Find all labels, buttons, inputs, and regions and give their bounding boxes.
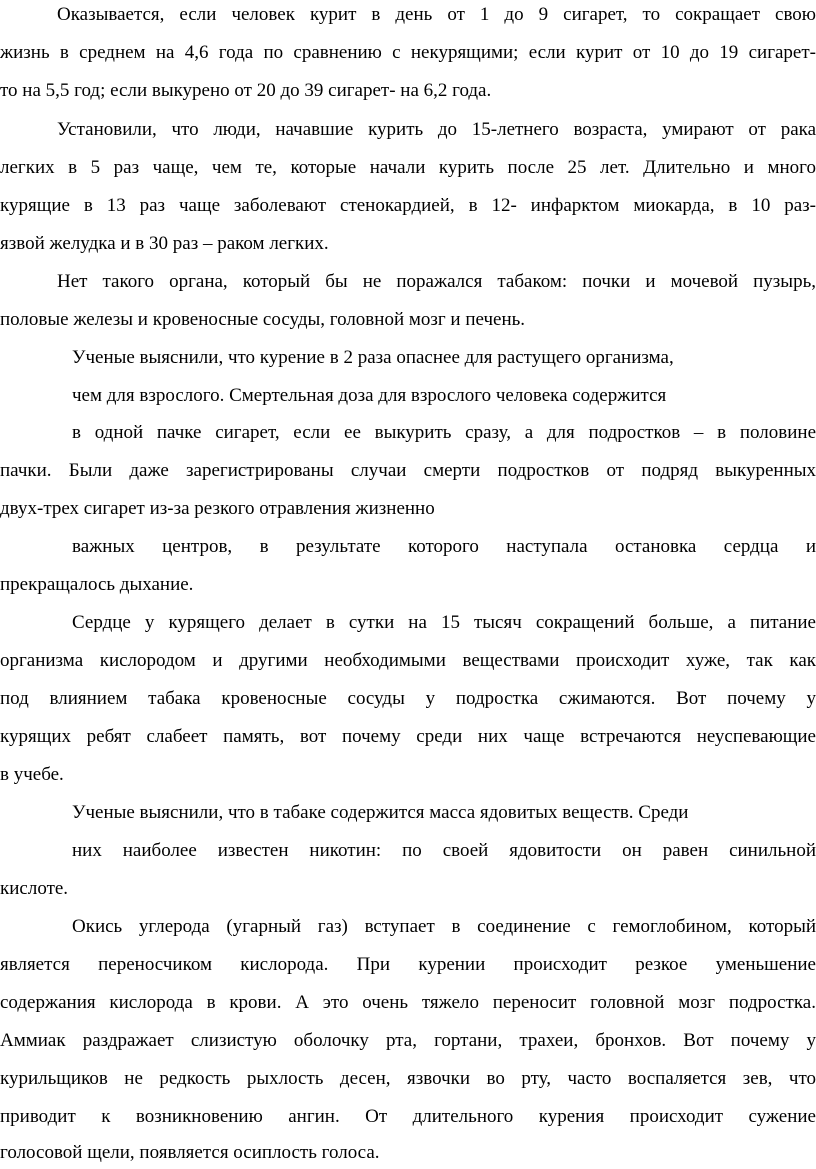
- text-line: курящих ребят слабеет память, вот почему среди них чаще встречаются неуспевающие: [0, 726, 816, 747]
- text-line: курильщиков не редкость рыхлость десен, язвочки во рту, часто воспаляется зев, что: [0, 1068, 816, 1089]
- text-line: Сердце у курящего делает в сутки на 15 тысяч сокращений больше, а питание: [72, 612, 816, 633]
- text-line: половые железы и кровеносные сосуды, головной мозг и печень.: [0, 309, 526, 330]
- text-line: Аммиак раздражает слизистую оболочку рта, гортани, трахеи, бронхов. Вот почему у: [0, 1030, 816, 1051]
- text-line: них наиболее известен никотин: по своей ядовитости он равен синильной: [72, 840, 816, 861]
- text-line: является переносчиком кислорода. При курении происходит резкое уменьшение: [0, 954, 816, 975]
- text-line: кислоте.: [0, 878, 69, 899]
- text-line: организма кислородом и другими необходимыми веществами происходит хуже, так как: [0, 650, 816, 671]
- text-line: чем для взрослого. Смертельная доза для взрослого человека содержится: [72, 385, 667, 406]
- text-line: прекращалось дыхание.: [0, 574, 194, 595]
- text-line: приводит к возникновению ангин. От длительного курения происходит сужение: [0, 1106, 816, 1127]
- text-line: Нет такого органа, который бы не поражался табаком: почки и мочевой пузырь,: [57, 271, 816, 292]
- text-line: голосовой щели, появляется осиплость голоса.: [0, 1142, 380, 1163]
- text-line: Окись углерода (угарный газ) вступает в соединение с гемоглобином, который: [72, 916, 816, 937]
- text-line: под влиянием табака кровеносные сосуды у подростка сжимаются. Вот почему у: [0, 688, 816, 709]
- text-line: содержания кислорода в крови. А это очень тяжело переносит головной мозг подростка.: [0, 992, 816, 1013]
- text-line: Установили, что люди, начавшие курить до 15-летнего возраста, умирают от рака: [57, 119, 816, 140]
- text-line: легких в 5 раз чаще, чем те, которые начали курить после 25 лет. Длительно и много: [0, 157, 816, 178]
- text-line: жизнь в среднем на 4,6 года по сравнению с некурящими; если курит от 10 до 19 сигарет-: [0, 42, 816, 63]
- text-line: язвой желудка и в 30 раз – раком легких.: [0, 233, 329, 254]
- text-line: Ученые выяснили, что в табаке содержится масса ядовитых веществ. Среди: [72, 802, 689, 823]
- text-line: в одной пачке сигарет, если ее выкурить сразу, а для подростков – в половине: [72, 422, 816, 443]
- text-line: двух-трех сигарет из-за резкого отравления жизненно: [0, 498, 435, 519]
- text-line: Ученые выяснили, что курение в 2 раза опаснее для растущего организма,: [72, 347, 674, 368]
- text-line: курящие в 13 раз чаще заболевают стенокардией, в 12- инфарктом миокарда, в 10 раз-: [0, 195, 816, 216]
- text-line: важных центров, в результате которого наступала остановка сердца и: [72, 536, 816, 557]
- text-line: пачки. Были даже зарегистрированы случаи смерти подростков от подряд выкуренных: [0, 460, 816, 481]
- text-line: в учебе.: [0, 764, 64, 785]
- text-line: Оказывается, если человек курит в день от 1 до 9 сигарет, то сокращает свою: [57, 4, 816, 25]
- text-line: то на 5,5 год; если выкурено от 20 до 39 сигарет- на 6,2 года.: [0, 80, 492, 101]
